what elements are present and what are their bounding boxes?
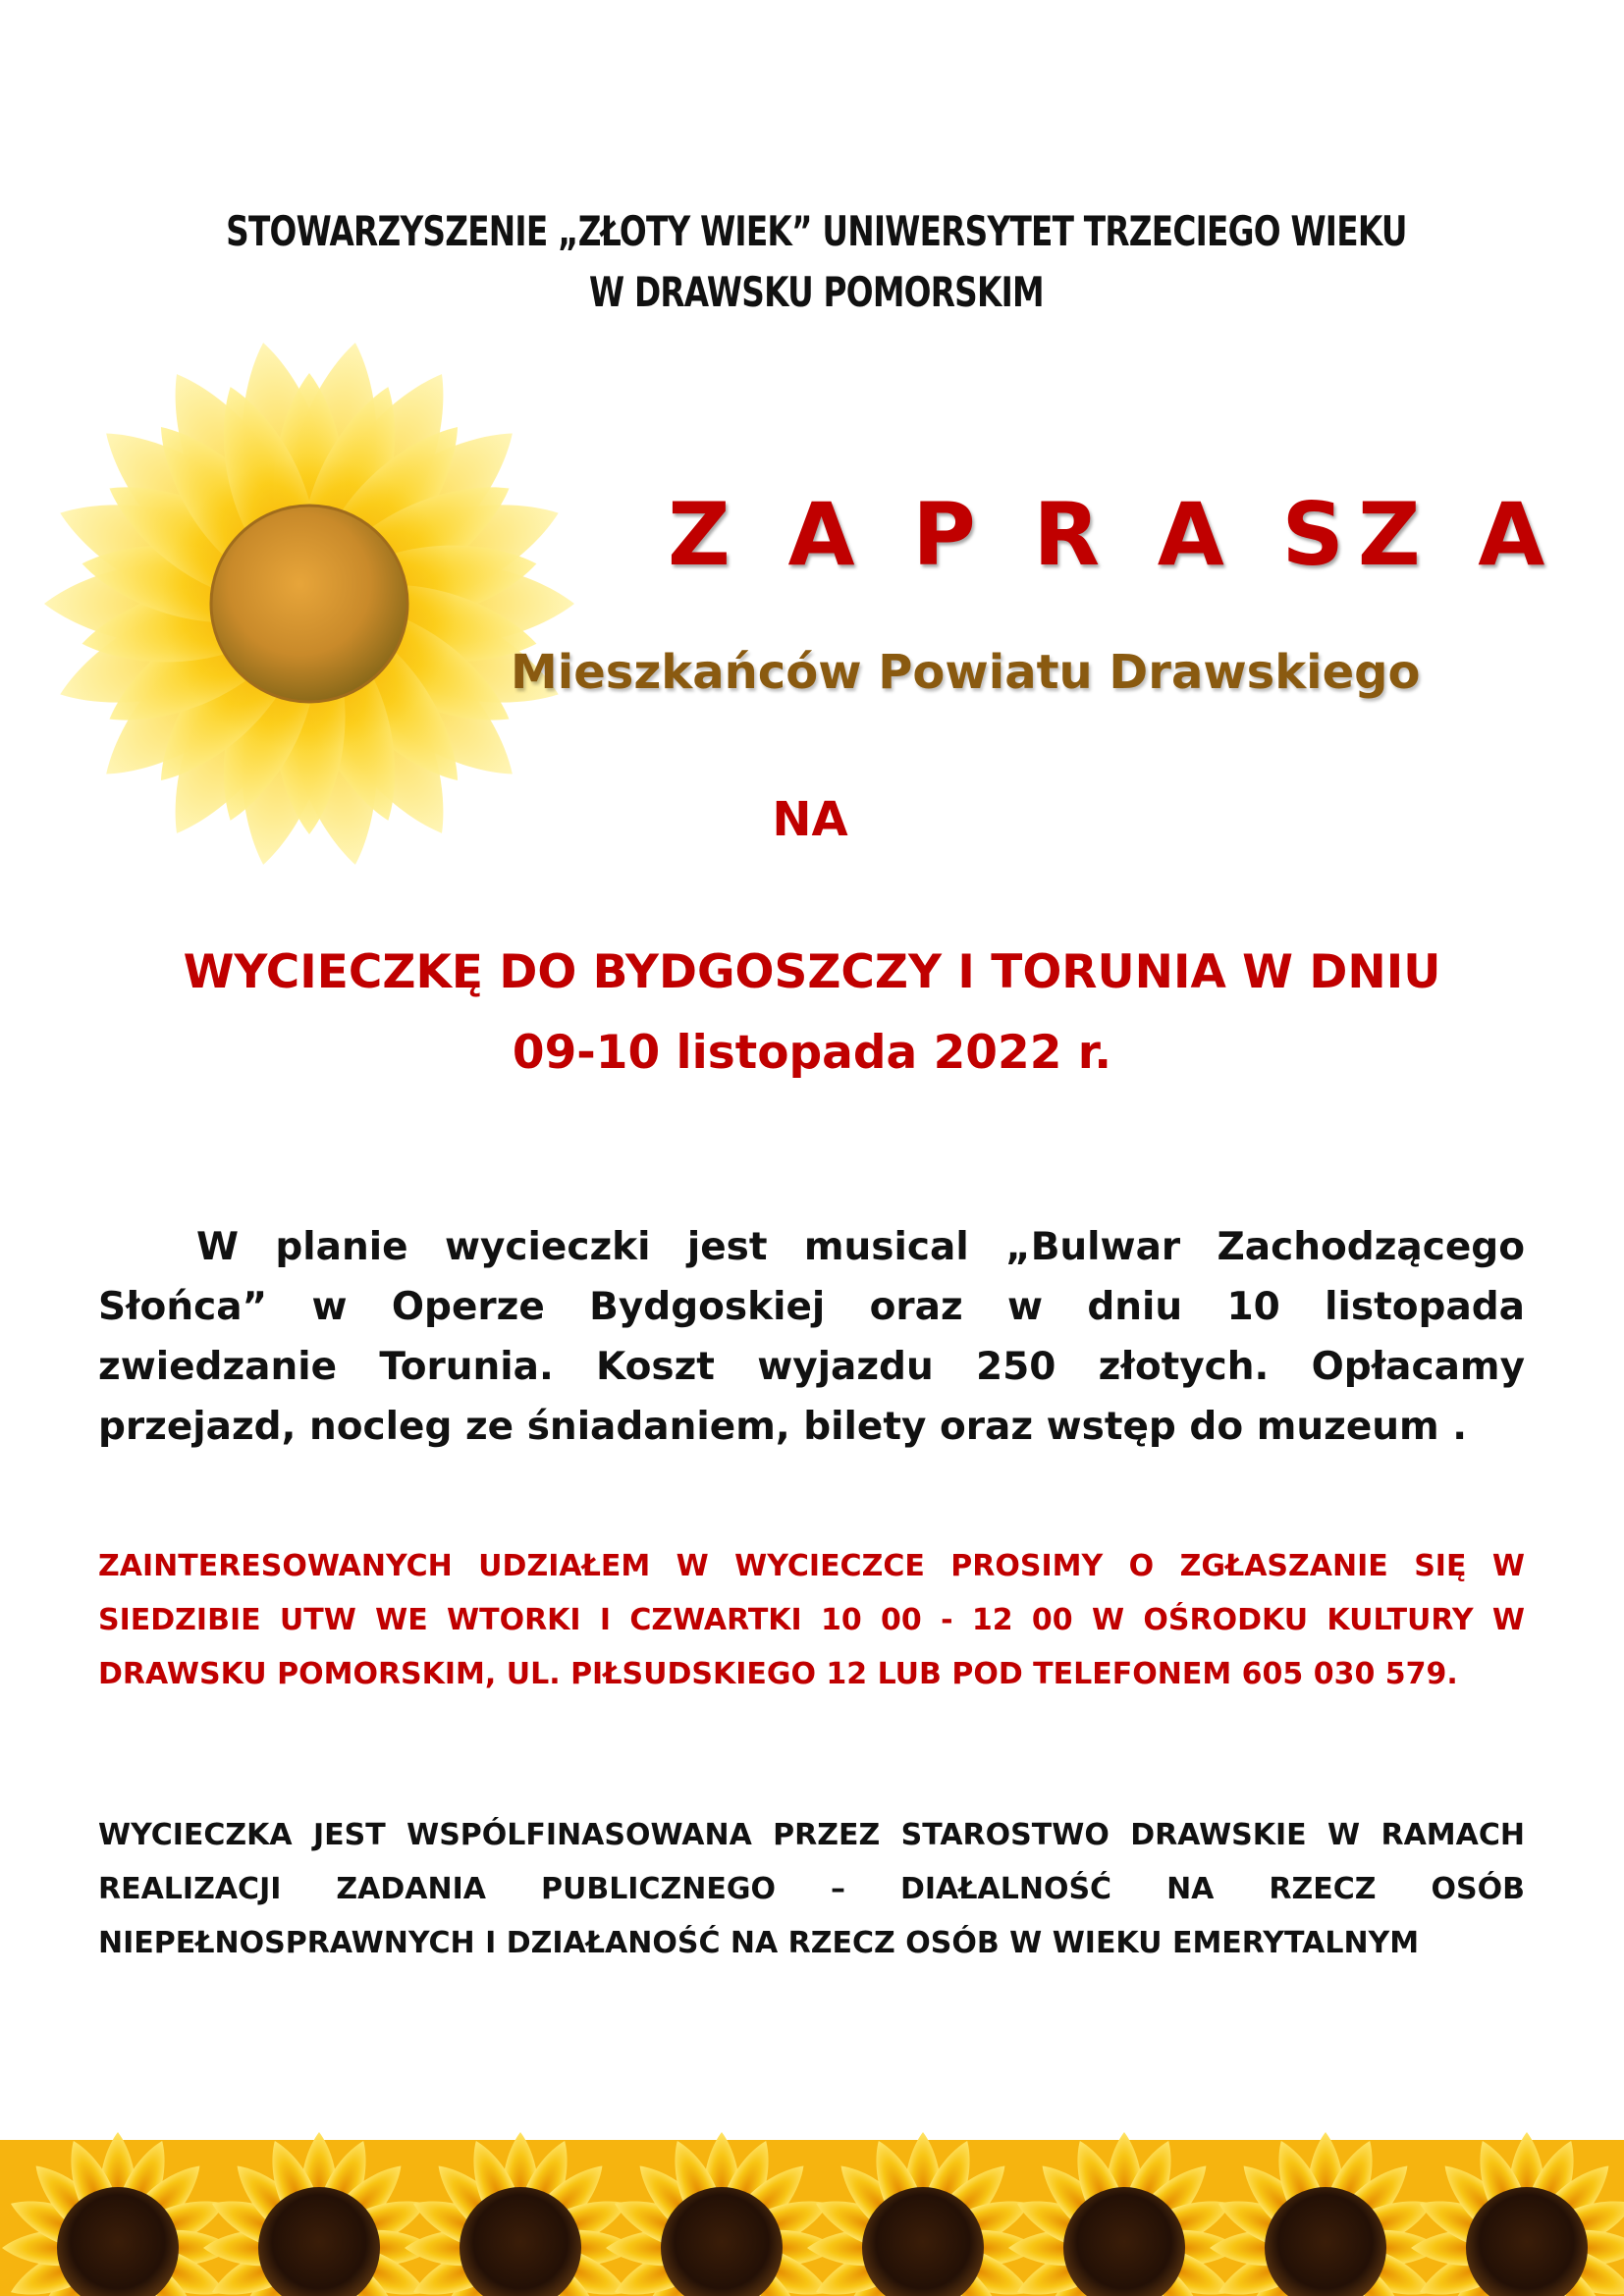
contact-info: ZAINTERESOWANYCH UDZIAŁEM W WYCIECZCE PROSIMY O ZGŁASZANIE SIĘ W SIEDZIBIE UTW WE WTORKI I CZWARTKI 10 00 - 12 00 W OŚRODKU KULTURY W DRAWSKU POMORSKIM, UL. PIŁSUDSKIEGO 12 LUB POD TELEFONEM 605 030 579. xyxy=(98,1549,1525,1691)
na-word: NA xyxy=(772,792,848,847)
trip-description: W planie wycieczki jest musical „Bulwar Zachodzącego Słońca” w Operze Bydgoskiej oraz w dniu 10 listopada zwiedzanie Torunia. Koszt wyjazdu 250 złotych. Opłacamy przejazd, nocleg ze śniadaniem, bilety oraz wstęp do muzeum . xyxy=(98,1225,1525,1449)
trip-heading xyxy=(0,933,1624,1094)
trip-date: 09-10 listopada 2022 r. xyxy=(512,1026,1112,1080)
sunflower-center xyxy=(211,506,407,702)
invite-heading: Z A P R A SZ A xyxy=(668,484,1559,585)
sunflower-illustration xyxy=(20,324,609,893)
trip-title: WYCIECZKĘ DO BYDGOSZCZY I TORUNIA W DNIU xyxy=(183,945,1441,999)
cofinance-note: WYCIECZKA JEST WSPÓLFINASOWANA PRZEZ STAROSTWO DRAWSKIE W RAMACH REALIZACJI ZADANIA PUBLICZNEGO – DIAŁALNOŚĆ NA RZECZ OSÓB NIEPEŁNOSPRAWNYCH I DZIAŁANOŚĆ NA RZECZ OSÓB W WIEKU EMERYTALNYM xyxy=(98,1818,1525,1960)
organization-name-line1: STOWARZYSZENIE „ZŁOTY WIEK” UNIWERSYTET TRZECIEGO WIEKU xyxy=(226,207,1407,255)
audience-line: Mieszkańców Powiatu Drawskiego xyxy=(511,645,1421,700)
organization-name-line2: W DRAWSKU POMORSKIM xyxy=(588,268,1044,316)
organization-header xyxy=(183,201,1449,323)
sunflower-border xyxy=(0,2101,1624,2296)
